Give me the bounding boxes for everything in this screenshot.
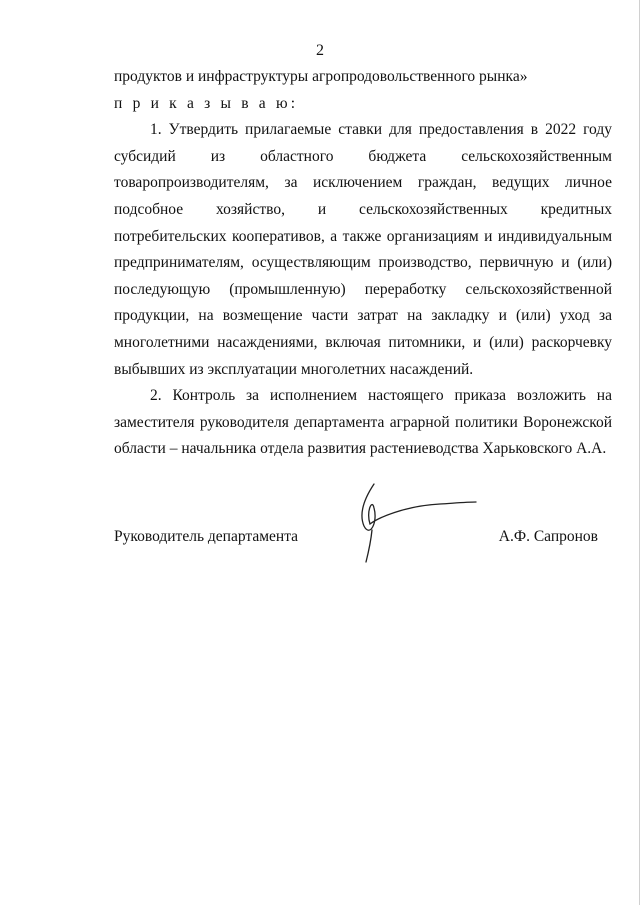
paragraph-1: 1. Утвердить прилагаемые ставки для предоставления в 2022 году субсидий из областного бюджета сельскохозяйственным товаропроизводителям, за исключением граждан, ведущих личное подсобное хозяйство, и сельскохозяйственных кредитных потребительских кооперативов, а также организациям и индивидуальным предпринимателям, осуществляющим производство, первичную и (или) последующую (промышленную) переработку сельскохозяйственной продукции, на возмещение части затрат на закладку и (или) уход за многолетними насаждениями, включая питомники, и (или) раскорчевку выбывших из эксплуатации многолетних насаждений. bbox=[114, 121, 612, 378]
order-word: п р и к а з ы в а ю: bbox=[114, 94, 299, 112]
handwritten-signature bbox=[344, 478, 484, 568]
signatory-name: А.Ф. Сапронов bbox=[498, 528, 598, 545]
signatory-position: Руководитель департамента bbox=[114, 528, 299, 545]
paragraph-2: 2. Контроль за исполнением настоящего приказа возложить на заместителя руководителя департамента аграрной политики Воронежской области – начальника отдела развития растениеводства Харьковского А.А. bbox=[114, 387, 612, 458]
page-number: 2 bbox=[316, 42, 324, 59]
document-body bbox=[114, 64, 612, 463]
intro-line: продуктов и инфраструктуры агропродовольственного рынка» bbox=[114, 68, 528, 85]
